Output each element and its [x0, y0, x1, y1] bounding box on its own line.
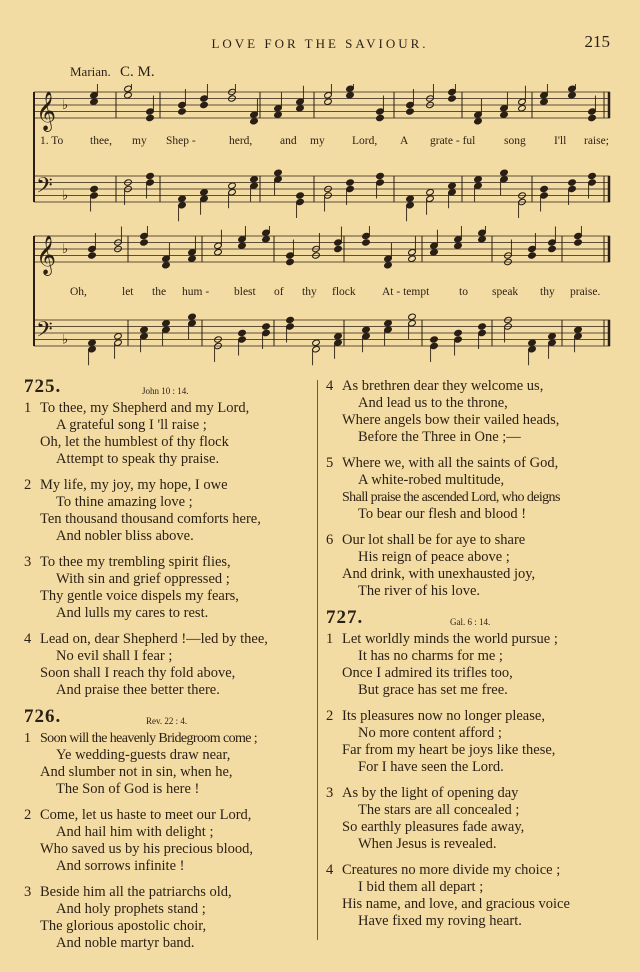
lyric-syllable: to	[459, 286, 468, 298]
note-head	[448, 95, 457, 102]
line-text: Let worldly minds the world pursue ;	[342, 631, 558, 647]
note-head	[296, 105, 305, 112]
hymn-725	[24, 378, 314, 699]
hymn-number: 727.	[326, 607, 364, 628]
note-head	[124, 92, 133, 99]
verse-line: I bid them all depart ;	[358, 879, 484, 895]
lyric-syllable: and	[280, 135, 297, 147]
note-head	[568, 179, 577, 186]
verse-line: And drink, with unexhausted joy,	[342, 566, 536, 582]
hymn-number: 725.	[24, 376, 62, 397]
stanza-number: 3	[326, 785, 334, 801]
flat-key-signature-icon: ♭	[62, 242, 69, 257]
line-text: My life, my joy, my hope, I owe	[40, 477, 228, 493]
note-head	[238, 242, 247, 249]
verse-line: Before the Three in One ;—	[358, 429, 521, 445]
scripture-reference: Rev. 22 : 4.	[146, 716, 188, 726]
note-head	[574, 326, 583, 333]
lyric-syllable: I'll	[554, 135, 567, 147]
right-column	[326, 378, 626, 939]
hymn-header	[24, 708, 314, 730]
note-head	[500, 169, 509, 176]
stanza	[326, 532, 626, 600]
stanza	[24, 631, 314, 699]
note-head	[426, 189, 435, 196]
lyric-syllable: let	[122, 286, 134, 298]
tune-name: Marian.	[70, 64, 111, 79]
note-head	[588, 172, 597, 179]
stanza	[24, 884, 314, 952]
note-head	[346, 179, 355, 186]
verse-line: Ten thousand thousand comforts here,	[40, 511, 261, 527]
page-number: 215	[584, 32, 610, 51]
note-head	[146, 172, 155, 179]
line-text: Our lot shall be for aye to share	[342, 532, 526, 548]
stanza	[326, 708, 626, 776]
verse-line: It has no charms for me ;	[358, 648, 503, 664]
line-text: To thee, my Shepherd and my Lord,	[40, 400, 250, 416]
note-head	[250, 118, 259, 125]
note-head	[324, 98, 333, 105]
music-system-1	[32, 84, 614, 224]
verse-line: And nobler bliss above.	[56, 528, 194, 544]
note-head	[448, 182, 457, 189]
verse-line: But grace has set me free.	[358, 682, 508, 698]
lyric-syllable: praise.	[570, 286, 601, 298]
note-head	[500, 111, 509, 118]
lyric-syllable: thy	[302, 286, 317, 298]
verse-line: Ye wedding-guests draw near,	[56, 747, 231, 763]
verse-line: To bear our flesh and blood !	[358, 506, 527, 522]
scripture-reference: John 10 : 14.	[142, 386, 189, 396]
note-head	[384, 320, 393, 327]
note-head	[296, 192, 305, 199]
verse-line: And noble martyr band.	[56, 935, 195, 951]
note-head	[474, 176, 483, 183]
lyric-syllable: the	[152, 286, 167, 298]
note-head	[274, 111, 283, 118]
note-head	[408, 313, 417, 320]
treble-clef-icon: 𝄞	[36, 91, 57, 131]
note-head	[286, 316, 295, 323]
note-head	[262, 323, 271, 330]
line-text: To thee my trembling spirit flies,	[40, 554, 231, 570]
note-head	[238, 329, 247, 336]
note-head	[478, 236, 487, 243]
stanza-number: 1	[24, 400, 32, 416]
stanza	[24, 730, 314, 798]
note-head	[214, 249, 223, 256]
lyric-syllable: raise;	[584, 135, 609, 147]
verse-line	[24, 884, 314, 901]
note-head	[146, 114, 155, 121]
lyric-syllable: thy	[540, 286, 555, 298]
stanza-number: 6	[326, 532, 334, 548]
verse-line: And hail him with delight ;	[56, 824, 214, 840]
lyric-syllable: my	[132, 135, 147, 147]
verse-line: Soon shall I reach thy fold above,	[40, 665, 236, 681]
music-staff-svg-1	[32, 84, 614, 224]
note-head	[362, 326, 371, 333]
verse-line: No more content afford ;	[358, 725, 502, 741]
note-head	[528, 339, 537, 346]
note-head	[548, 333, 557, 340]
note-head	[376, 114, 385, 121]
stanza	[24, 554, 314, 622]
note-head	[540, 185, 549, 192]
note-head	[540, 98, 549, 105]
stanza-number: 4	[24, 631, 32, 647]
note-head	[188, 255, 197, 262]
note-head	[286, 258, 295, 265]
note-head	[188, 313, 197, 320]
lyric-syllable: my	[310, 135, 325, 147]
verse-line	[24, 807, 314, 824]
lyric-syllable: thee,	[90, 135, 113, 147]
stanza-number: 1	[326, 631, 334, 647]
note-head	[334, 333, 343, 340]
note-head	[162, 320, 171, 327]
line-text: As by the light of opening day	[342, 785, 519, 801]
verse-line: And sorrows infinite !	[56, 858, 185, 874]
verse-line: With sin and grief oppressed ;	[56, 571, 230, 587]
stanza	[326, 631, 626, 699]
stanza-number: 1	[24, 731, 31, 746]
scripture-reference: Gal. 6 : 14.	[450, 617, 491, 627]
verse-line: His reign of peace above ;	[358, 549, 510, 565]
tune-meter: C. M.	[120, 64, 155, 80]
hymn-number: 726.	[24, 706, 62, 727]
stanza-number: 3	[24, 554, 32, 570]
stanza-number: 3	[24, 884, 32, 900]
note-head	[362, 239, 371, 246]
verse-line: And slumber not in sin, when he,	[40, 764, 233, 780]
verse-line	[326, 708, 626, 725]
note-head	[406, 195, 415, 202]
line-text: Beside him all the patriarchs old,	[40, 884, 232, 900]
note-head	[90, 98, 99, 105]
treble-clef-icon: 𝄞	[36, 235, 57, 275]
verse-line: The glorious apostolic choir,	[40, 918, 207, 934]
note-head	[478, 323, 487, 330]
note-head	[384, 262, 393, 269]
verse-line: Have fixed my roving heart.	[358, 913, 522, 929]
hymn-726	[24, 708, 314, 952]
verse-line: And lulls my cares to rest.	[56, 605, 209, 621]
flat-key-signature-icon: ♭	[62, 98, 69, 113]
verse-line: For I have seen the Lord.	[358, 759, 504, 775]
note-head	[200, 101, 209, 108]
flat-key-signature-icon: ♭	[62, 188, 69, 204]
hymn-727	[326, 609, 626, 930]
verse-line: Where angels bow their vailed heads,	[342, 412, 560, 428]
note-head	[312, 339, 321, 346]
verse-line	[24, 554, 314, 571]
verse-line: Far from my heart be joys like these,	[342, 742, 556, 758]
verse-line	[24, 477, 314, 494]
verse-line: When Jesus is revealed.	[358, 836, 497, 852]
stanza	[326, 862, 626, 930]
line-text: Its pleasures now no longer please,	[342, 708, 545, 724]
note-head	[250, 176, 259, 183]
lyric-syllable: song	[504, 135, 526, 147]
verse-line: Who saved us by his precious blood,	[40, 841, 254, 857]
verse-line: So earthly pleasures fade away,	[342, 819, 525, 835]
note-head	[262, 236, 271, 243]
lyric-syllable: blest	[234, 286, 256, 298]
stanza	[326, 785, 626, 853]
stanza-number: 4	[326, 862, 334, 878]
verse-line	[24, 400, 314, 417]
note-head	[162, 262, 171, 269]
note-head	[90, 185, 99, 192]
lyric-syllable: Oh,	[70, 286, 87, 298]
verse-line: A grateful song I 'll raise ;	[56, 417, 207, 433]
lyric-syllable: herd,	[229, 135, 253, 147]
note-head	[528, 252, 537, 259]
note-head	[178, 195, 187, 202]
note-head	[334, 245, 343, 252]
line-text: Soon will the heavenly Bridegroom come ;	[40, 731, 258, 746]
note-head	[376, 172, 385, 179]
lyric-syllable: speak	[492, 286, 519, 298]
stanza-number: 5	[326, 455, 334, 471]
note-head	[140, 326, 149, 333]
verse-line: Once I admired its trifles too,	[342, 665, 513, 681]
note-head	[474, 118, 483, 125]
running-title: LOVE FOR THE SAVIOUR.	[211, 36, 429, 51]
bass-clef-icon: 𝄢	[36, 173, 53, 204]
verse-line	[24, 730, 314, 747]
hymn-726-continued	[326, 378, 626, 600]
verse-line: The river of his love.	[358, 583, 481, 599]
note-head	[454, 242, 463, 249]
verse-line: Attempt to speak thy praise.	[56, 451, 220, 467]
verse-line	[24, 631, 314, 648]
note-head	[140, 239, 149, 246]
note-head	[518, 105, 527, 112]
verse-line: And lead us to the throne,	[358, 395, 508, 411]
lyric-line-1	[32, 135, 614, 151]
lyric-syllable: of	[274, 286, 284, 298]
line-text: Where we, with all the saints of God,	[342, 455, 559, 471]
line-text: As brethren dear they welcome us,	[342, 378, 544, 394]
stanza	[24, 477, 314, 545]
bass-clef-icon: 𝄢	[36, 317, 53, 348]
stanza-number: 2	[326, 708, 334, 724]
verse-line: And praise thee better there.	[56, 682, 220, 698]
verse-line: The stars are all concealed ;	[358, 802, 520, 818]
stanza-number: 2	[24, 807, 32, 823]
lyric-syllable: At - tempt	[382, 286, 430, 298]
note-head	[588, 114, 597, 121]
lyric-syllable: hum -	[182, 286, 210, 298]
lyric-syllable: A	[400, 135, 409, 147]
verse-line	[326, 378, 626, 395]
verse-line: Oh, let the humblest of thy flock	[40, 434, 229, 450]
line-text: Creatures no more divide my choice ;	[342, 862, 561, 878]
verse-line	[326, 532, 626, 549]
verse-line	[326, 455, 626, 472]
verse-line: And holy prophets stand ;	[56, 901, 206, 917]
note-head	[346, 92, 355, 99]
verse-line: Thy gentle voice dispels my fears,	[40, 588, 239, 604]
verse-line	[326, 862, 626, 879]
stanza	[326, 378, 626, 446]
lyric-syllable: 1. To	[40, 135, 64, 147]
stanza-number: 2	[24, 477, 32, 493]
lyric-syllable: Shep -	[166, 135, 196, 147]
line-text: Lead on, dear Shepherd !—led by thee,	[40, 631, 268, 647]
lyric-syllable: flock	[332, 286, 356, 298]
lyric-syllable: Lord,	[352, 135, 378, 147]
note-head	[274, 169, 283, 176]
verse-line	[326, 631, 626, 648]
verse-line: A white-robed multitude,	[358, 472, 505, 488]
verse-line: Shall praise the ascended Lord, who deigns	[342, 490, 560, 505]
note-head	[454, 329, 463, 336]
note-head	[548, 245, 557, 252]
left-column	[24, 378, 314, 961]
verse-line: The Son of God is here !	[56, 781, 200, 797]
stanza	[24, 807, 314, 875]
note-head	[88, 252, 97, 259]
note-head	[200, 189, 209, 196]
verse-line	[326, 785, 626, 802]
note-head	[408, 255, 417, 262]
note-head	[568, 92, 577, 99]
stanza	[24, 400, 314, 468]
note-head	[88, 339, 97, 346]
verse-line: No evil shall I fear ;	[56, 648, 173, 664]
note-head	[228, 182, 237, 189]
line-text: Come, let us haste to meet our Lord,	[40, 807, 252, 823]
tune-heading	[70, 64, 155, 81]
hymn-header	[326, 609, 626, 631]
lyric-syllable: grate - ful	[430, 135, 476, 147]
flat-key-signature-icon: ♭	[62, 332, 69, 348]
verse-line: His name, and love, and gracious voice	[342, 896, 570, 912]
note-head	[430, 336, 439, 343]
note-head	[574, 239, 583, 246]
hymn-header	[24, 378, 314, 400]
stanza	[326, 455, 626, 523]
note-head	[114, 333, 123, 340]
column-divider	[317, 380, 318, 940]
note-head	[178, 108, 187, 115]
note-head	[430, 249, 439, 256]
stanza-number: 4	[326, 378, 334, 394]
note-head	[406, 108, 415, 115]
verse-line: To thine amazing love ;	[56, 494, 193, 510]
lyric-line-2	[32, 286, 614, 302]
